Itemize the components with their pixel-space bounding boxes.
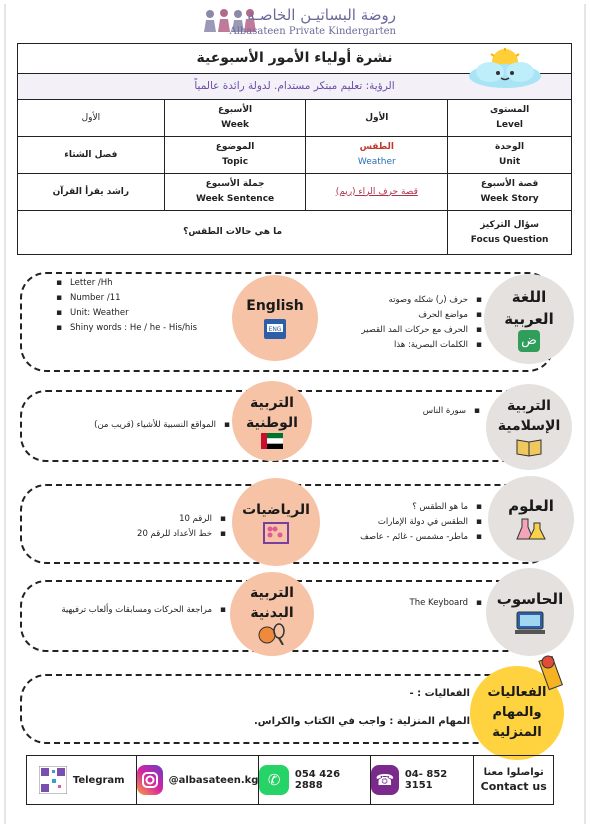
focus-question-value: ما هي حالات الطقس؟ <box>18 211 448 255</box>
phone-icon: ☎ <box>371 765 399 795</box>
list-item: ▪ The Keyboard <box>380 596 482 611</box>
school-name-english: Albasateen Private Kindergarten <box>229 26 396 37</box>
math-circle <box>232 478 320 566</box>
sports-icon <box>257 623 287 645</box>
arabic-title: اللغة العربية <box>504 288 554 328</box>
topic-value: فصل الشتاء <box>18 137 165 174</box>
national-circle <box>232 381 312 461</box>
science-items <box>320 500 482 545</box>
national-title: التربية الوطنية <box>246 395 298 431</box>
unit-label: الوحدة Unit <box>448 137 572 174</box>
contact-us-cell <box>473 756 553 804</box>
list-item: ▪ سورة الناس <box>340 404 480 419</box>
english-title: English <box>246 298 304 314</box>
uae-flag-icon <box>261 433 283 449</box>
table-row <box>18 174 572 211</box>
school-name-arabic: روضة البساتيـن الخاصـة <box>247 6 396 24</box>
list-item: ▪ Shiny words : He / he - His/his <box>56 321 226 336</box>
level-value: الأول <box>306 100 448 137</box>
unit-value: الطقس Weather <box>306 137 448 174</box>
qr-code-icon <box>39 766 67 794</box>
list-item: ▪ ما هو الطقس ؟ <box>320 500 482 515</box>
flask-icon <box>516 517 546 543</box>
pe-items <box>36 603 226 618</box>
islamic-title: التربية الإسلامية <box>497 398 561 434</box>
svg-text:ENG: ENG <box>268 326 282 333</box>
pencil-icon <box>536 654 568 700</box>
national-items <box>60 418 230 433</box>
vision-statement: الرؤية: تعليم مبتكر مستدام. لدولة رائدة عالمياً <box>18 74 572 100</box>
science-circle <box>488 476 574 562</box>
pe-circle <box>230 572 314 656</box>
level-label: المستوى Level <box>448 100 572 137</box>
math-items <box>96 512 226 542</box>
computer-title: الحاسوب <box>496 590 564 608</box>
arabic-circle <box>484 274 574 364</box>
computer-icon <box>513 610 547 636</box>
list-item: ▪ الرقم 10 <box>96 512 226 527</box>
week-value: الأول <box>18 100 165 137</box>
telegram-label: Telegram <box>72 774 125 786</box>
instagram-icon <box>137 765 162 795</box>
list-item: ▪ الطقس في دولة الإمارات <box>320 515 482 530</box>
focus-question-label: سؤال التركيز Focus Question <box>448 211 572 255</box>
abacus-icon <box>262 521 290 545</box>
week-label: الأسبوع Week <box>164 100 306 137</box>
quran-icon <box>515 436 543 458</box>
list-item: ▪ خط الأعداد للرقم 20 <box>96 527 226 542</box>
list-item: ▪ الكلمات البصرية: هذا <box>290 338 482 353</box>
book-icon <box>262 317 288 341</box>
weather-cloud-icon <box>466 48 544 90</box>
phone-cell[interactable] <box>370 756 473 804</box>
activities-title: الفعاليات والمهام المنزلية <box>487 685 547 740</box>
school-logo <box>200 6 400 42</box>
list-item: ▪ مراجعة الحركات ومسابقات وألعاب ترفيهية <box>36 603 226 618</box>
contact-footer <box>26 755 554 805</box>
arabic-items <box>290 293 482 353</box>
computer-circle <box>486 568 574 656</box>
islamic-circle <box>486 384 572 470</box>
homework-line: المهام المنزلية : واجب في الكتاب والكراس. <box>254 716 470 727</box>
topic-label: الموضوع Topic <box>164 137 306 174</box>
math-title: الرياضيات <box>242 502 310 518</box>
phone-number: 04- 852 3151 <box>404 769 448 791</box>
list-item: ▪ المواقع النسبية للأشياء (قريب من) <box>60 418 230 433</box>
list-item: ▪ ماطر- مشمس - غائم - عاصف <box>320 530 482 545</box>
list-item: ▪ الحرف مع حركات المد القصير <box>290 323 482 338</box>
computer-items <box>380 596 482 611</box>
list-item: ▪ Number /11 <box>56 291 226 306</box>
instagram-handle: @albasateen.kg <box>168 774 259 786</box>
list-item: ▪ مواضع الحرف <box>290 308 482 323</box>
contact-us-english: Contact us <box>480 780 547 793</box>
telegram-cell[interactable] <box>27 756 136 804</box>
week-story-value: قصة حرف الراء (ريم) <box>306 174 448 211</box>
whatsapp-number: 054 426 2888 <box>294 769 341 791</box>
pe-title: التربية البدنية <box>250 585 294 621</box>
week-story-label: قصة الأسبوع Week Story <box>448 174 572 211</box>
activities-line: الفعاليات : - <box>409 688 470 699</box>
contact-us-arabic: تواصلوا معنا <box>483 767 544 778</box>
table-row <box>18 137 572 174</box>
week-sentence-value: راشد يقرأ القرآن <box>18 174 165 211</box>
arabic-letter-icon: ض <box>518 330 540 352</box>
whatsapp-cell[interactable] <box>258 756 369 804</box>
list-item: ▪ Letter /Hh <box>56 276 226 291</box>
english-items <box>56 276 226 336</box>
table-row <box>18 100 572 137</box>
islamic-items <box>340 404 480 419</box>
science-title: العلوم <box>508 497 554 515</box>
week-sentence-label: جملة الأسبوع Week Sentence <box>164 174 306 211</box>
list-item: ▪ حرف (ر) شكله وصوته <box>290 293 482 308</box>
whatsapp-icon: ✆ <box>259 765 288 795</box>
list-item: ▪ Unit: Weather <box>56 306 226 321</box>
table-title: نشرة أولياء الأمور الأسبوعية <box>18 44 572 74</box>
instagram-cell[interactable] <box>136 756 258 804</box>
